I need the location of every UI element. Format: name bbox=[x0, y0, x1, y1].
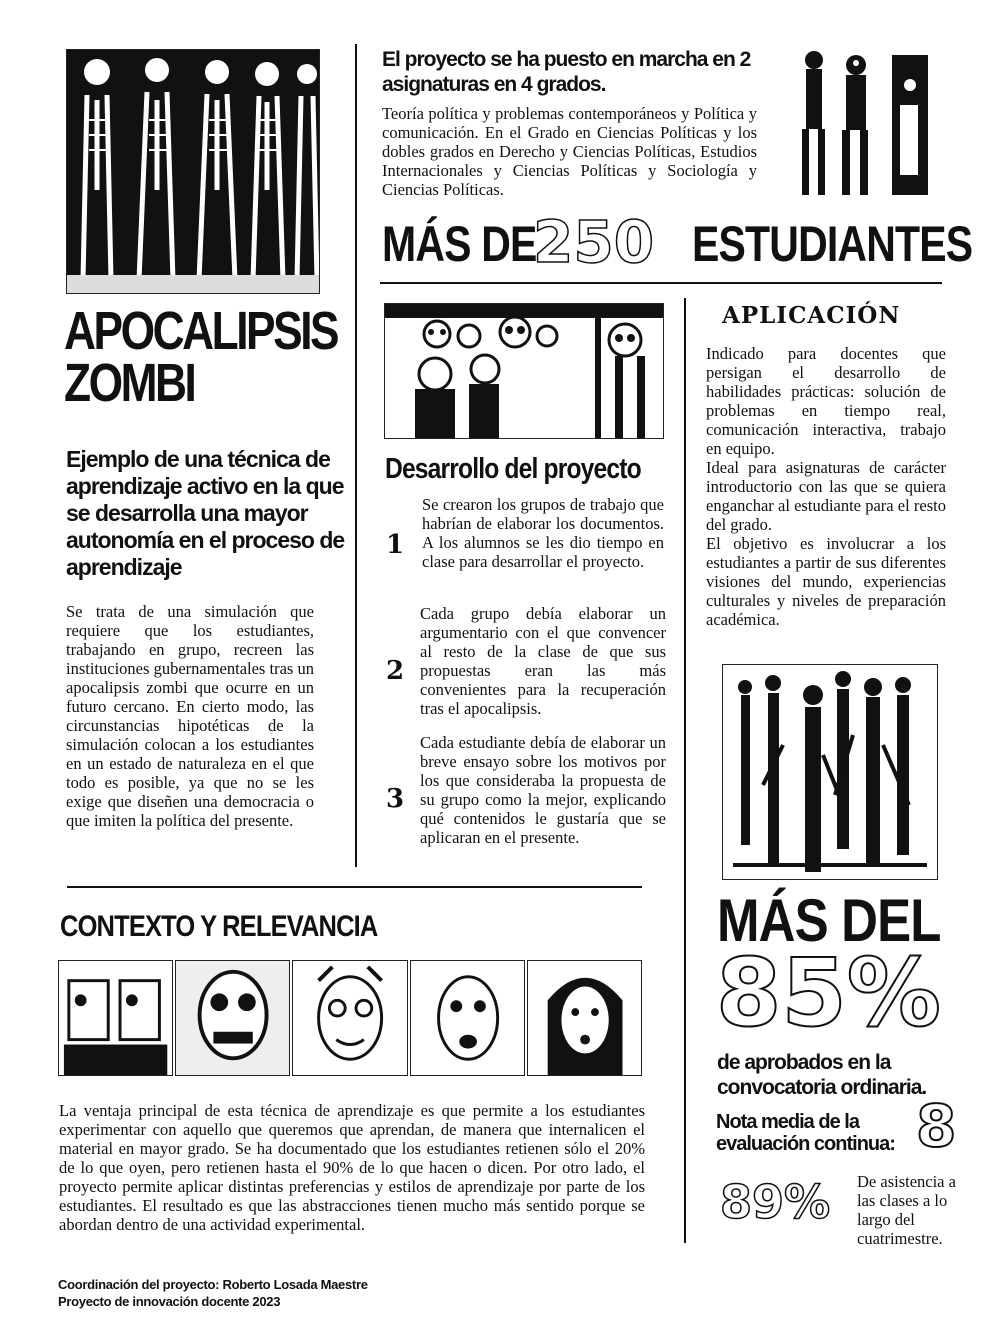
context-text: La ventaja principal de esta técnica de aprendizaje es que permite a los estudiantes experimentar con aquello que queremos que aprendan, de manera que internalicen el material en mayor grado. Se ha documentado que los estudiantes retienen sólo el 20% de lo que oyen, pero retienen hasta el 90% de lo que hacen o dicen. Por otro lado, el proyecto permite aplicar distintas preferencias y estilos de aprendizaje por parte de los estudiantes. El resultado es que las abstracciones tienen mucho más sentido porque se abordan dentro de una actividad experimental. bbox=[59, 1101, 645, 1234]
zombie-crowd-illustration bbox=[384, 303, 664, 439]
project-text: Teoría política y problemas contemporáneos y Política y comunicación. En el Grado en Ciencias Políticas y los dobles grados en Derecho y Ciencias Políticas, Estudios Internacionales y Ciencias Políticas y Sociología y Ciencias Políticas. bbox=[382, 104, 757, 199]
step-2-number: 2 bbox=[386, 656, 405, 686]
zombie-face-illustration bbox=[410, 960, 525, 1076]
development-heading: Desarrollo del proyecto bbox=[385, 453, 641, 485]
zombie-face-illustration bbox=[527, 960, 642, 1076]
application-paragraph-2: Ideal para asignaturas de carácter introductorio con las que se quiera enganchar al estudiante para el resto del grado. bbox=[706, 458, 946, 534]
pass-stat-prefix: MÁS DEL bbox=[717, 887, 941, 954]
zombie-figures-illustration bbox=[784, 45, 940, 201]
step-2-text: Cada grupo debía elaborar un argumentario con el que convencer al resto de la clase de que sus propuestas eran las más convenientes para la recuperación tras el apocalipsis. bbox=[420, 604, 666, 718]
step-3-number: 3 bbox=[386, 784, 405, 814]
zombie-face-illustration bbox=[58, 960, 173, 1076]
context-heading: CONTEXTO Y RELEVANCIA bbox=[60, 910, 378, 943]
page-title bbox=[64, 301, 338, 413]
application-paragraph-3: El objetivo es involucrar a los estudiantes a partir de sus diferentes visiones del mundo, experiencias culturales y niveles de preparación académica. bbox=[706, 534, 946, 629]
zombie-walkers-illustration bbox=[722, 664, 938, 880]
divider-students bbox=[380, 282, 942, 284]
step-1-number: 1 bbox=[386, 530, 405, 560]
title-line-1: APOCALIPSIS bbox=[64, 301, 338, 361]
title-line-2: ZOMBI bbox=[64, 353, 195, 413]
zombie-face-illustration bbox=[175, 960, 290, 1076]
footer-coordination: Coordinación del proyecto: Roberto Losada Maestre bbox=[58, 1277, 368, 1292]
grade-value: 8 bbox=[916, 1092, 957, 1160]
application-paragraph-1: Indicado para docentes que persigan el desarrollo de habilidades prácticas: solución de problemas en tiempo real, comunicación interactiva, trabajo en equipo. bbox=[706, 344, 946, 458]
attendance-text: De asistencia a las clases a lo largo del cuatrimestre. bbox=[857, 1172, 956, 1248]
students-stat-number: 250 bbox=[533, 208, 655, 276]
intro-text: Se trata de una simulación que requiere que los estudiantes, trabajando en grupo, recreen las instituciones gubernamentales tras un apocalipsis zombi que ocurre en un futuro cercano. En cierto modo, las circunstancias hipotéticas de la simulación colocan a los estudiantes en un estado de naturaleza en el que todo es posible, ya que no se les exige que diseñen una democracia o que imiten la política del presente. bbox=[66, 602, 314, 830]
pass-stat-number: 85% bbox=[716, 939, 941, 1048]
attendance-number: 89% bbox=[720, 1175, 831, 1229]
zombie-face-illustration bbox=[292, 960, 407, 1076]
application-text bbox=[706, 344, 946, 629]
step-1-text: Se crearon los grupos de trabajo que habrían de elaborar los documentos. A los alumnos se les dio tiempo en clase para desarrollar el proyecto. bbox=[422, 495, 664, 571]
column-divider-right bbox=[684, 298, 686, 1243]
footer-project: Proyecto de innovación docente 2023 bbox=[58, 1294, 281, 1309]
divider-context bbox=[67, 886, 642, 888]
zombie-faces-strip bbox=[58, 960, 642, 1076]
zombie-march-illustration bbox=[66, 49, 320, 294]
students-stat-prefix: MÁS DE bbox=[382, 216, 537, 272]
students-stat-suffix: ESTUDIANTES bbox=[692, 216, 973, 272]
grade-label: Nota media de la evaluación continua: bbox=[716, 1111, 895, 1155]
project-heading: El proyecto se ha puesto en marcha en 2 asignaturas en 4 grados. bbox=[382, 48, 751, 96]
pass-stat-text: de aprobados en la convocatoria ordinaria. bbox=[717, 1051, 927, 1099]
subtitle: Ejemplo de una técnica de aprendizaje activo en la que se desarrolla una mayor autonomía en el proceso de aprendizaje bbox=[66, 446, 345, 580]
step-3-text: Cada estudiante debía de elaborar un breve ensayo sobre los motivos por los que consideraba la propuesta de su grupo como la mejor, explicando qué contenidos le gustaría que se aplicaran en el presente. bbox=[420, 733, 666, 847]
application-heading: APLICACIÓN bbox=[722, 302, 901, 329]
